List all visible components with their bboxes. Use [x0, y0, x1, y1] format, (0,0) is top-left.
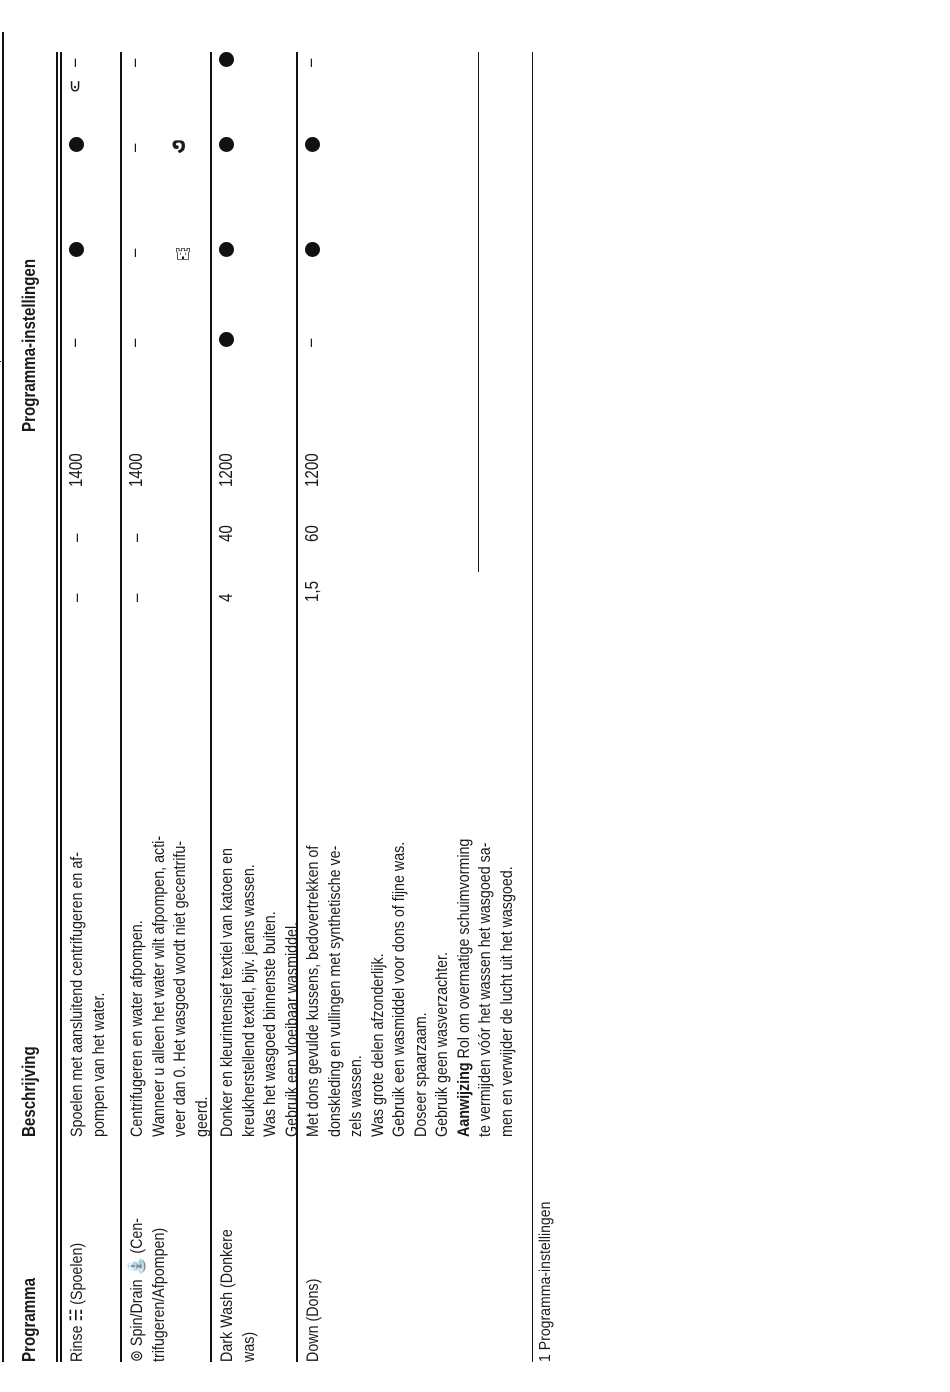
description-line: Gebruik geen wasverzachter. — [432, 952, 451, 1137]
program-name: Rinse ☵ (Spoelen) — [67, 1242, 86, 1362]
row-separator — [60, 52, 62, 1362]
description-line: Donker en kleurintensief textiel van katoen en — [217, 848, 236, 1137]
program-name: Dark Wash (Donkere — [217, 1229, 236, 1362]
setting-dot — [219, 52, 234, 67]
header-description: Beschrijving — [19, 1046, 39, 1137]
setting-dot — [219, 137, 234, 152]
setting-dash: – — [300, 58, 320, 67]
description-line: veer dan 0. Het wasgoed wordt niet gecentrifu- — [170, 840, 189, 1137]
description-line: donskleding en vullingen met synthetische ve- — [324, 845, 344, 1137]
spin-rpm: 1400 — [66, 453, 86, 487]
description-line: Was het wasgoed binnenste buiten. — [260, 911, 279, 1137]
note-line: men en verwijder de lucht uit het wasgoed. — [496, 866, 516, 1137]
spin-rpm: 1400 — [126, 453, 146, 487]
setting-dot — [305, 242, 320, 257]
description-line: geerd. — [191, 1096, 211, 1137]
description-line: Centrifugeren en water afpompen. — [127, 920, 146, 1137]
setting-dot — [219, 242, 234, 257]
spin-rpm: 1200 — [216, 453, 236, 487]
description-line: kreukherstellend textiel, bijv. jeans wassen. — [238, 864, 258, 1137]
table-bottom-rule — [532, 52, 533, 1362]
setting-dash: – — [64, 58, 84, 67]
spin-rpm: 1200 — [302, 453, 322, 487]
setting-dash: – — [124, 338, 144, 347]
note-line: Aanwijzing Rol om overmatige schuimvorming — [453, 838, 473, 1137]
description-line: pompen van het water. — [88, 992, 108, 1137]
temperature: – — [66, 533, 86, 542]
program-name: ⊚ Spin/Drain ⛲ (Cen- — [127, 1217, 146, 1362]
rinse-hold-icon: ⛫ — [174, 243, 192, 264]
description-line: Spoelen met aansluitend centrifugeren en af- — [67, 852, 86, 1137]
setting-dash: – — [124, 58, 144, 67]
description-line: Gebruik een vloeibaar wasmiddel. — [281, 921, 301, 1137]
note-line: te vermijden vóór het wassen het wasgoed sa- — [475, 842, 494, 1137]
description-line: Doseer spaarzaam. — [410, 1012, 430, 1137]
description-line: Met dons gevulde kussens, bedovertrekken of — [303, 845, 322, 1137]
setting-dash: – — [124, 143, 144, 152]
row-separator — [210, 52, 212, 1362]
setting-dot — [69, 242, 84, 257]
setting-dot — [305, 137, 320, 152]
setting-dash: – — [124, 248, 144, 257]
max-load: 1,5 — [302, 580, 322, 602]
top-rule — [2, 32, 4, 1362]
max-load: 4 — [216, 593, 236, 602]
row-separator — [120, 52, 122, 1362]
max-load: – — [66, 593, 86, 602]
description-line: Was grote delen afzonderlijk. — [367, 953, 387, 1137]
spiral-icon: ໑ — [172, 135, 186, 156]
temperature: 40 — [216, 525, 236, 542]
temperature: 60 — [302, 525, 322, 542]
footnote-text: 1 Programma-instellingen — [537, 1201, 554, 1362]
header-program: Programma — [19, 1277, 39, 1362]
max-load: – — [126, 593, 146, 602]
description-line: zels wassen. — [346, 1055, 365, 1137]
description-line: Gebruik een wasmiddel voor dons of fijne was. — [389, 841, 408, 1137]
row-rule-1 — [0, 361, 1, 362]
program-name: was) — [238, 1331, 258, 1362]
setting-dot — [69, 137, 84, 152]
setting-dot — [219, 332, 234, 347]
program-name: Down (Dons) — [303, 1278, 322, 1362]
header-rule — [56, 52, 58, 1362]
setting-dash: – — [300, 338, 320, 347]
header-settings: Programma-instellingen — [19, 258, 39, 432]
program-name: trifugeren/Afpompen) — [148, 1227, 168, 1362]
drain-icon: ⊍ — [68, 75, 82, 96]
setting-dash: – — [64, 338, 84, 347]
row-separator — [296, 52, 298, 1362]
header-settings-underline — [478, 52, 479, 572]
description-line: Wanneer u alleen het water wilt afpompen, acti- — [148, 835, 168, 1137]
temperature: – — [126, 533, 146, 542]
note-label: Aanwijzing — [453, 1062, 473, 1137]
